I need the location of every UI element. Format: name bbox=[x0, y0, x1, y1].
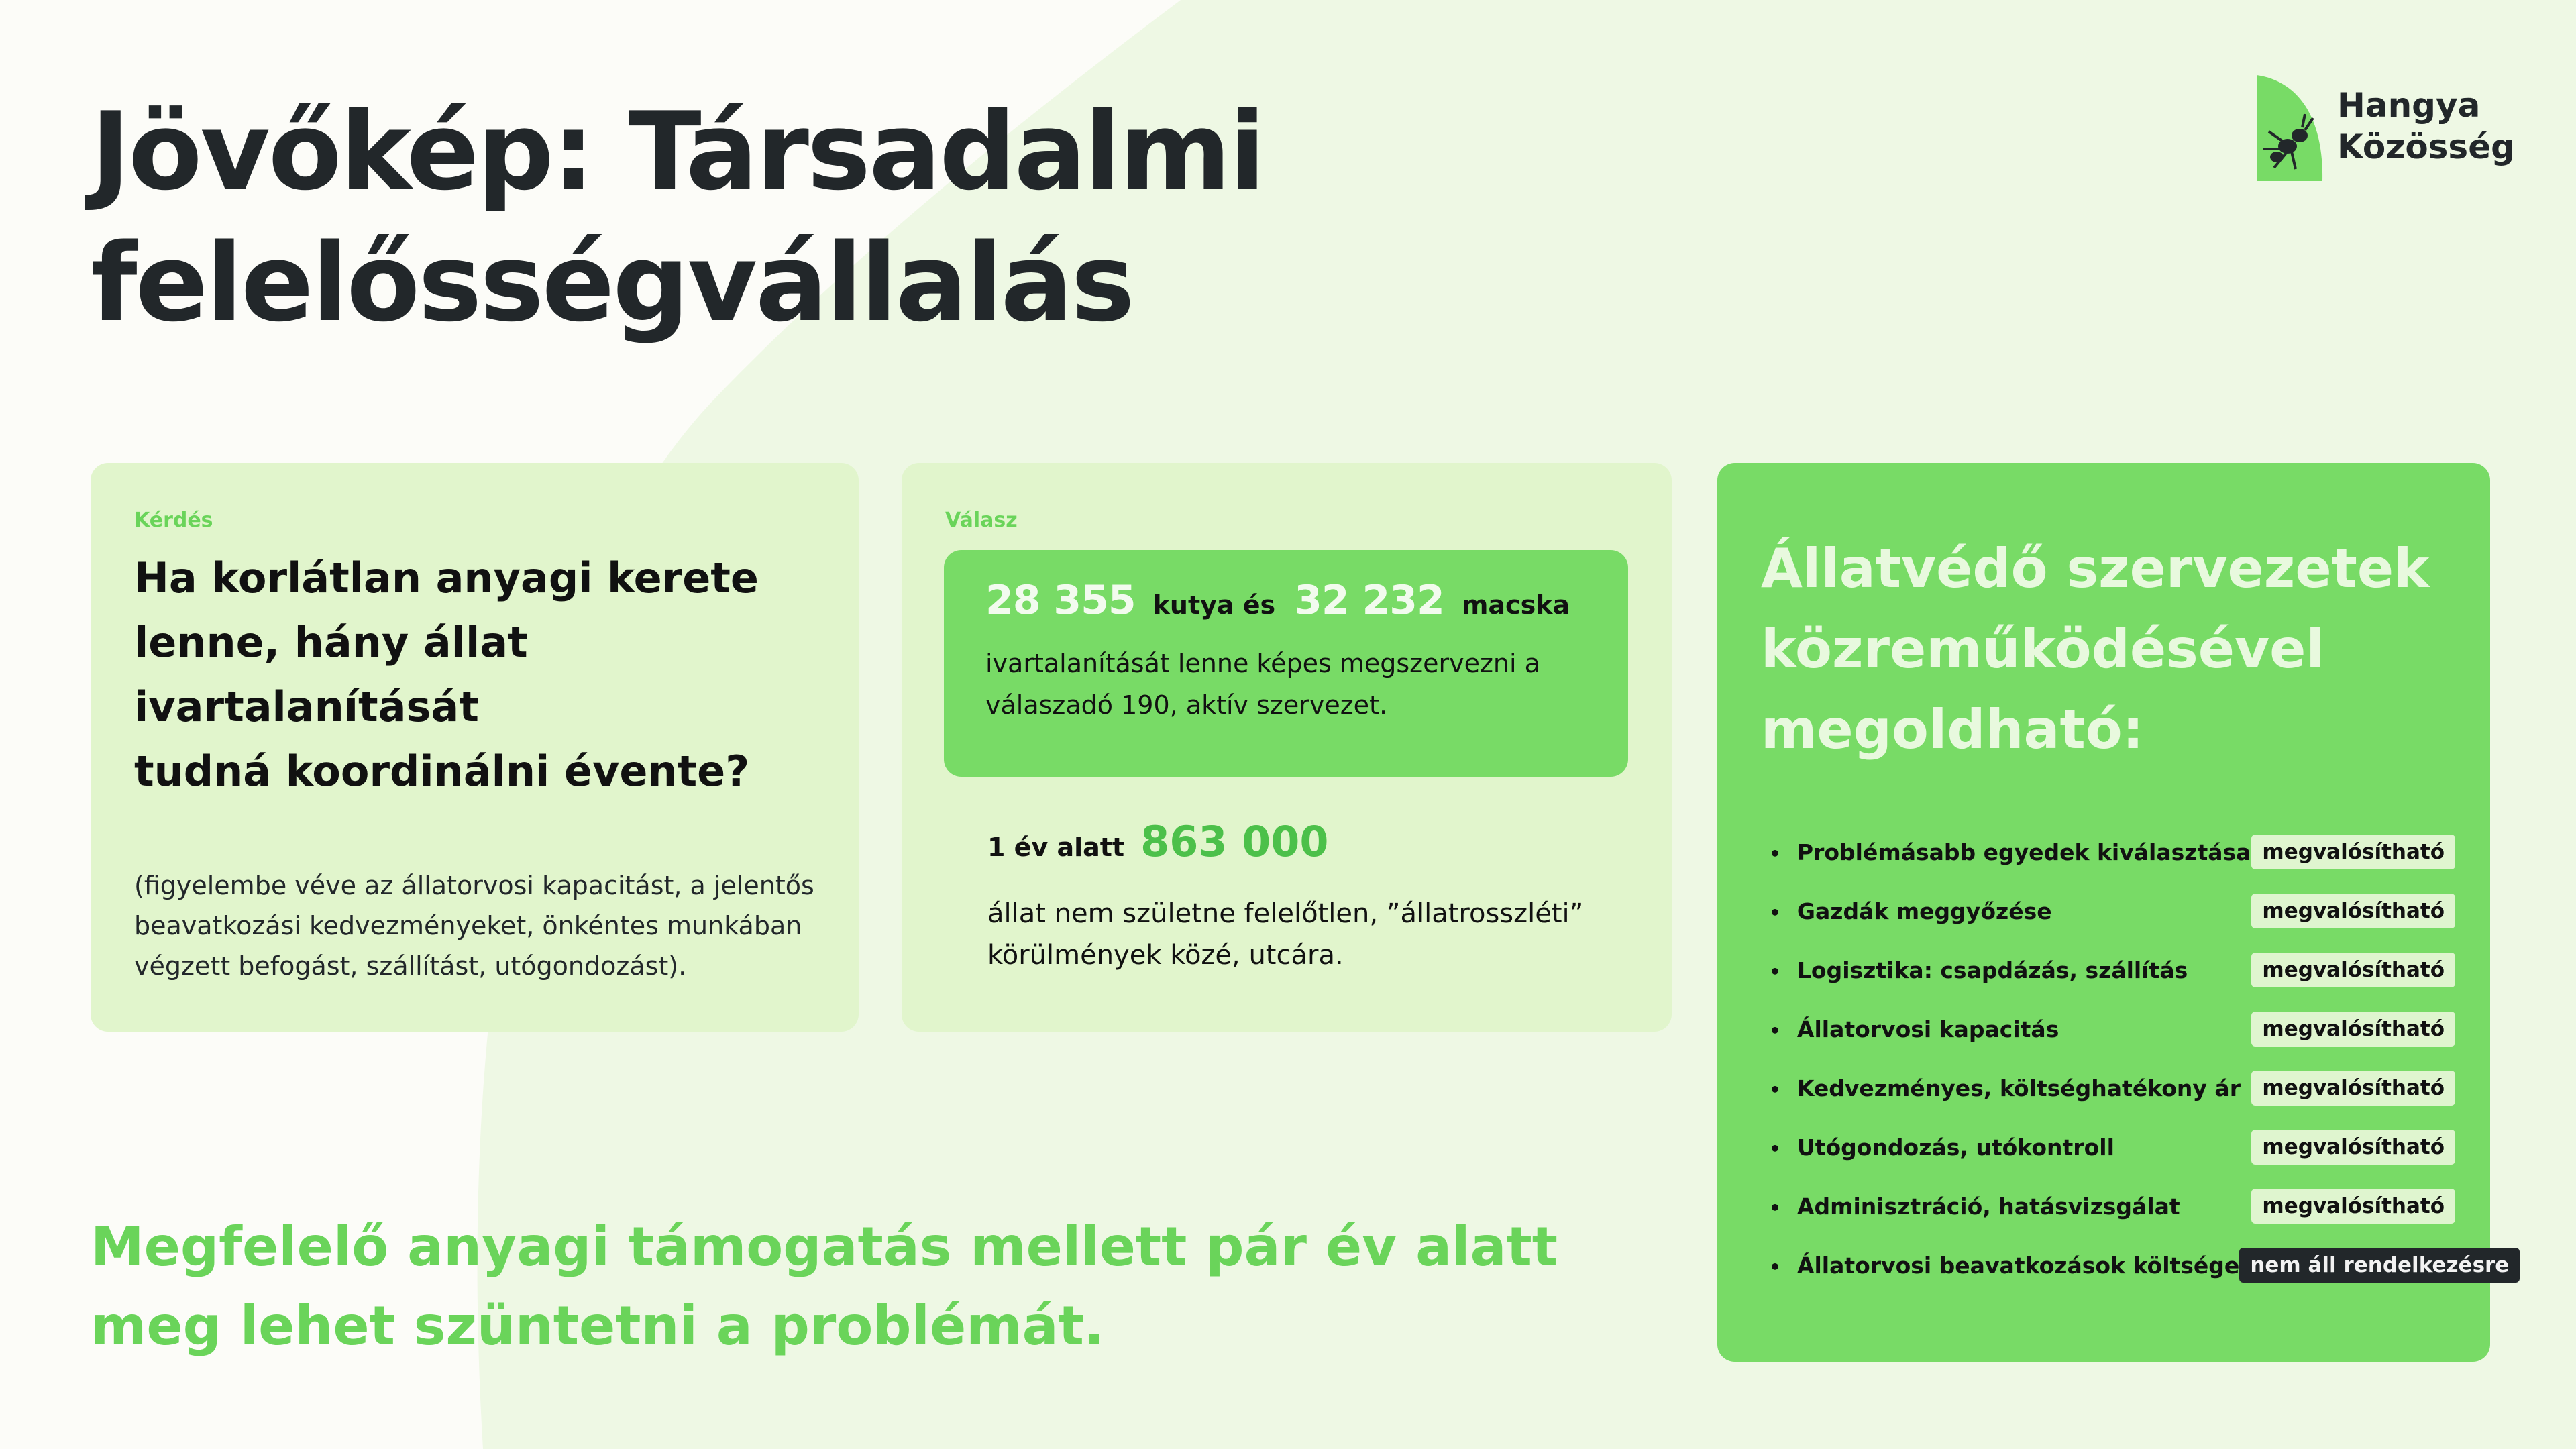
list-item bbox=[1761, 1236, 2510, 1295]
ant-leaf-icon bbox=[2249, 74, 2336, 188]
status-badge: megvalósítható bbox=[2251, 1130, 2455, 1165]
list-item-label: • Utógondozás, utókontroll bbox=[1761, 1134, 2114, 1161]
cats-number: 32 232 bbox=[1294, 577, 1444, 624]
question-line: tudná koordinálni évente? bbox=[134, 747, 750, 796]
list-item-label: • Logisztika: csapdázás, szállítás bbox=[1761, 957, 2188, 983]
page-title-line-1: Jövőkép: Társadalmi bbox=[91, 89, 1265, 214]
list-item-label: • Adminisztráció, hatásvizsgálat bbox=[1761, 1193, 2180, 1220]
question-line: Ha korlátlan anyagi kerete bbox=[134, 553, 759, 602]
feasibility-title-line: közreműködésével bbox=[1761, 618, 2324, 680]
bottom-statement-line: meg lehet szüntetni a problémát. bbox=[91, 1295, 1105, 1357]
list-item-label: • Kedvezményes, költséghatékony ár bbox=[1761, 1075, 2241, 1102]
answer-text bbox=[985, 643, 1587, 726]
status-badge: megvalósítható bbox=[2251, 835, 2455, 869]
answer-line: ivartalanítását lenne képes megszervezni a bbox=[985, 649, 1540, 678]
bottom-statement bbox=[91, 1208, 1566, 1366]
year-number: 863 000 bbox=[1140, 817, 1329, 866]
answer-label: Válasz bbox=[945, 508, 1018, 532]
status-badge: nem áll rendelkezésre bbox=[2239, 1248, 2520, 1283]
note-line: (figyelembe véve az állatorvosi kapacitást, a jelentős bbox=[134, 871, 814, 900]
question-note bbox=[134, 865, 815, 986]
list-item bbox=[1761, 1177, 2455, 1236]
feasibility-list bbox=[1761, 822, 2510, 1295]
year-text-line: állat nem születne felelőtlen, ”állatrosszléti” bbox=[987, 898, 1584, 929]
list-item-label: • Állatorvosi beavatkozások költsége bbox=[1761, 1252, 2239, 1279]
page-title bbox=[91, 86, 1432, 349]
cats-label: macska bbox=[1461, 590, 1570, 620]
note-line: beavatkozási kedvezményeket, önkéntes munkában bbox=[134, 911, 802, 941]
list-item bbox=[1761, 941, 2455, 1000]
logo bbox=[2249, 74, 2517, 188]
note-line: végzett befogást, szállítást, utógondozást). bbox=[134, 951, 687, 981]
list-item bbox=[1761, 1000, 2455, 1059]
feasibility-title-line: megoldható: bbox=[1761, 698, 2144, 761]
status-badge: megvalósítható bbox=[2251, 894, 2455, 928]
status-badge: megvalósítható bbox=[2251, 1012, 2455, 1046]
logo-text-line-1: Hangya bbox=[2337, 86, 2481, 125]
status-badge: megvalósítható bbox=[2251, 953, 2455, 987]
year-label: 1 év alatt bbox=[987, 833, 1125, 862]
logo-text bbox=[2337, 85, 2515, 168]
question-card bbox=[91, 463, 859, 1032]
list-item bbox=[1761, 1118, 2455, 1177]
year-text-line: körülmények közé, utcára. bbox=[987, 940, 1344, 971]
list-item-label: • Problémásabb egyedek kiválasztása bbox=[1761, 839, 2251, 865]
feasibility-title-line: Állatvédő szervezetek bbox=[1761, 537, 2430, 600]
year-stat bbox=[987, 817, 1628, 866]
list-item-label: • Állatorvosi kapacitás bbox=[1761, 1016, 2059, 1042]
year-text bbox=[987, 893, 1628, 976]
list-item-label: • Gazdák meggyőzése bbox=[1761, 898, 2052, 924]
question-line: lenne, hány állat ivartalanítását bbox=[134, 618, 528, 731]
question-label: Kérdés bbox=[134, 508, 213, 532]
dogs-number: 28 355 bbox=[985, 577, 1136, 624]
list-item bbox=[1761, 1059, 2455, 1118]
question-text bbox=[134, 546, 815, 804]
page-title-line-2: felelősségvállalás bbox=[91, 220, 1133, 345]
status-badge: megvalósítható bbox=[2251, 1071, 2455, 1106]
status-badge: megvalósítható bbox=[2251, 1189, 2455, 1224]
answer-line: válaszadó 190, aktív szervezet. bbox=[985, 690, 1388, 720]
bottom-statement-line: Megfelelő anyagi támogatás mellett pár év alatt bbox=[91, 1216, 1558, 1278]
answer-numbers bbox=[985, 577, 1587, 624]
answer-highlight-box bbox=[944, 550, 1628, 777]
answer-card bbox=[902, 463, 1672, 1032]
list-item bbox=[1761, 822, 2455, 881]
feasibility-card bbox=[1717, 463, 2510, 1362]
logo-text-line-2: Közösség bbox=[2337, 127, 2515, 166]
list-item bbox=[1761, 881, 2455, 941]
dogs-label: kutya és bbox=[1152, 590, 1276, 620]
feasibility-title bbox=[1761, 529, 2457, 770]
